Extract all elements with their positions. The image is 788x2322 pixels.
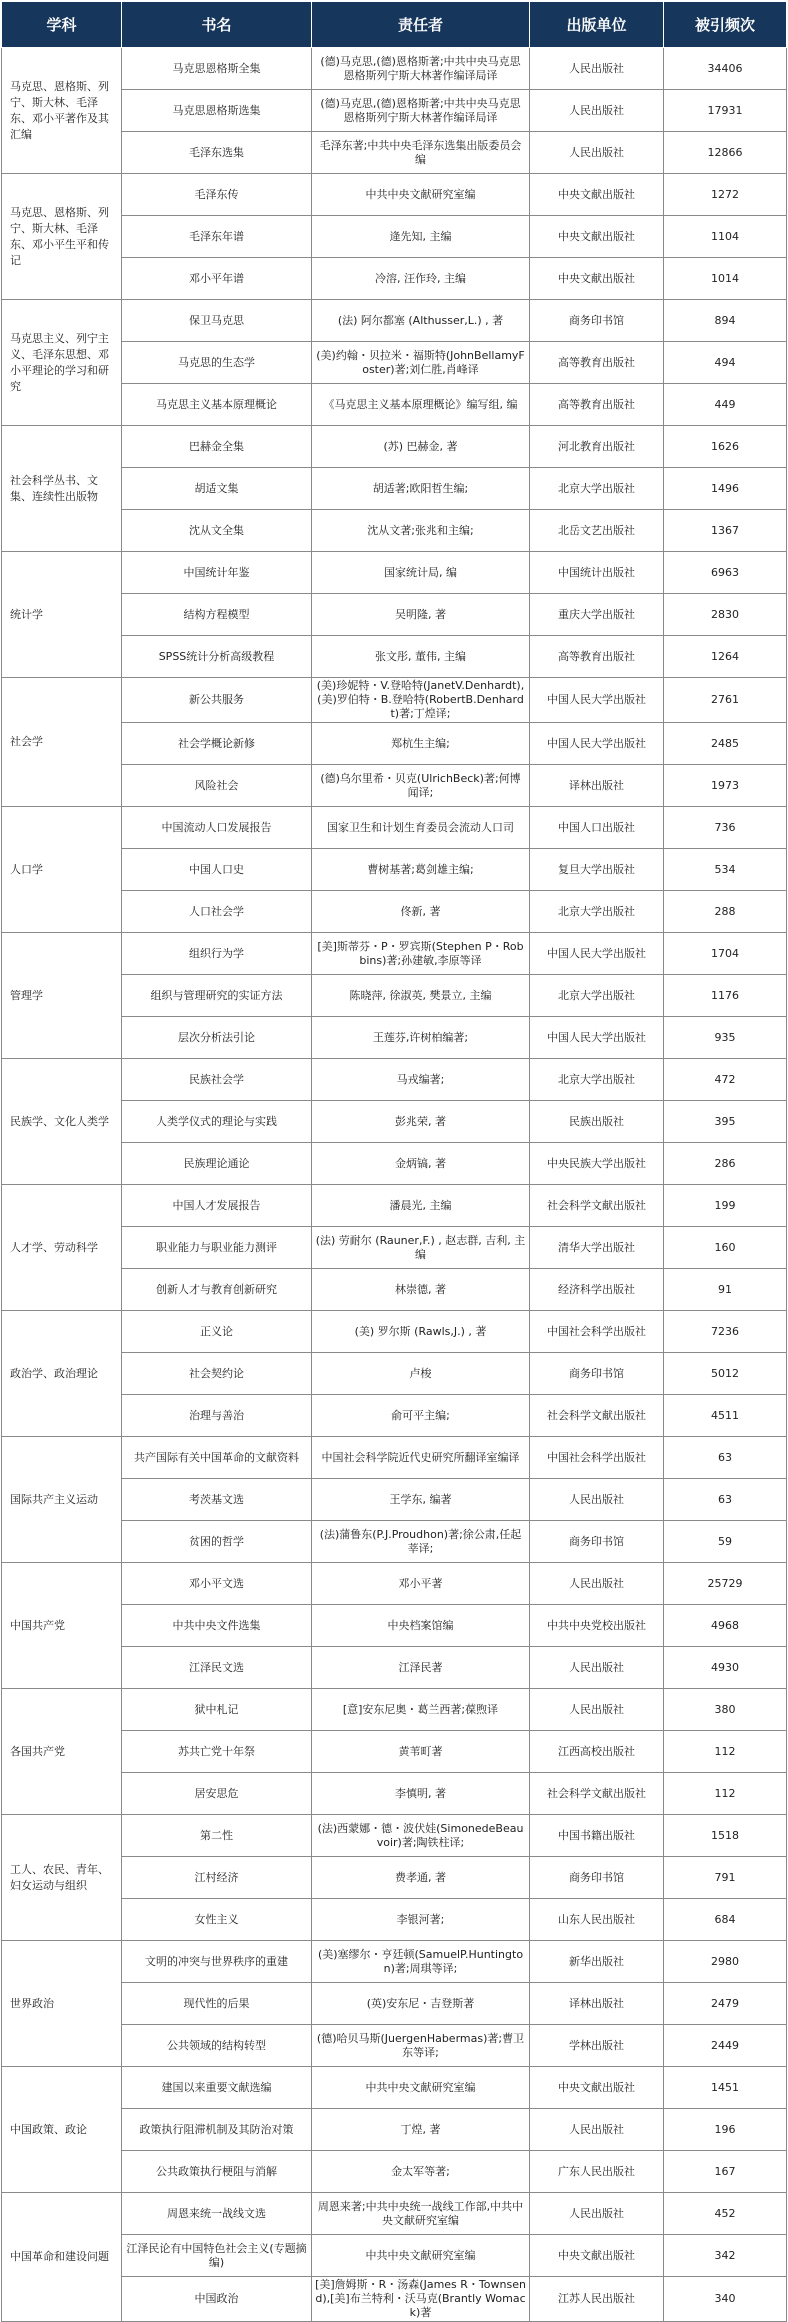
subject-cell: 统计学 <box>2 552 122 678</box>
publisher-cell: 人民出版社 <box>530 90 664 132</box>
title-cell: 社会契约论 <box>122 1353 312 1395</box>
title-cell: 中国流动人口发展报告 <box>122 807 312 849</box>
publisher-cell: 经济科学出版社 <box>530 1269 664 1311</box>
title-cell: 马克思恩格斯全集 <box>122 48 312 90</box>
table-row <box>2 1941 787 1983</box>
publisher-cell: 中国书籍出版社 <box>530 1815 664 1857</box>
publisher-cell: 中国人口出版社 <box>530 807 664 849</box>
author-cell: (法) 劳耐尔 (Rauner,F.) , 赵志群, 吉利, 主编 <box>312 1227 530 1269</box>
citation-count-cell: 684 <box>664 1899 787 1941</box>
title-cell: 周恩来统一战线文选 <box>122 2193 312 2235</box>
citation-count-cell: 2980 <box>664 1941 787 1983</box>
publisher-cell: 人民出版社 <box>530 1647 664 1689</box>
author-cell: 李慎明, 著 <box>312 1773 530 1815</box>
citation-count-cell: 2485 <box>664 723 787 765</box>
title-cell: 邓小平文选 <box>122 1563 312 1605</box>
citation-count-cell: 2479 <box>664 1983 787 2025</box>
title-cell: 狱中札记 <box>122 1689 312 1731</box>
title-cell: 巴赫金全集 <box>122 426 312 468</box>
publisher-cell: 人民出版社 <box>530 48 664 90</box>
citation-count-cell: 1496 <box>664 468 787 510</box>
title-cell: 中共中央文件选集 <box>122 1605 312 1647</box>
author-cell: (法) 阿尔都塞 (Althusser,L.) , 著 <box>312 300 530 342</box>
table-row <box>2 678 787 723</box>
table-row <box>2 1437 787 1479</box>
subject-cell: 中国政策、政论 <box>2 2067 122 2193</box>
publisher-cell: 社会科学文献出版社 <box>530 1773 664 1815</box>
table-row <box>2 2193 787 2235</box>
publisher-cell: 复旦大学出版社 <box>530 849 664 891</box>
table-body <box>2 48 787 2322</box>
publisher-cell: 人民出版社 <box>530 1479 664 1521</box>
title-cell: 结构方程模型 <box>122 594 312 636</box>
publisher-cell: 中央文献出版社 <box>530 2235 664 2277</box>
author-cell: 中央档案馆编 <box>312 1605 530 1647</box>
publisher-cell: 新华出版社 <box>530 1941 664 1983</box>
author-cell: 王学东, 编著 <box>312 1479 530 1521</box>
citation-count-cell: 4968 <box>664 1605 787 1647</box>
citation-count-cell: 5012 <box>664 1353 787 1395</box>
citation-count-cell: 380 <box>664 1689 787 1731</box>
header-publisher: 出版单位 <box>530 2 664 48</box>
subject-cell: 民族学、文化人类学 <box>2 1059 122 1185</box>
publisher-cell: 河北教育出版社 <box>530 426 664 468</box>
title-cell: 江村经济 <box>122 1857 312 1899</box>
publisher-cell: 民族出版社 <box>530 1101 664 1143</box>
subject-cell: 工人、农民、青年、妇女运动与组织 <box>2 1815 122 1941</box>
author-cell: 毛泽东著;中共中央毛泽东选集出版委员会编 <box>312 132 530 174</box>
publisher-cell: 中央文献出版社 <box>530 258 664 300</box>
table-row <box>2 1311 787 1353</box>
citation-count-cell: 288 <box>664 891 787 933</box>
publisher-cell: 广东人民出版社 <box>530 2151 664 2193</box>
table-row <box>2 2067 787 2109</box>
publisher-cell: 人民出版社 <box>530 1689 664 1731</box>
title-cell: 毛泽东传 <box>122 174 312 216</box>
publisher-cell: 江西高校出版社 <box>530 1731 664 1773</box>
publisher-cell: 商务印书馆 <box>530 1857 664 1899</box>
title-cell: 贫困的哲学 <box>122 1521 312 1563</box>
citation-count-cell: 2761 <box>664 678 787 723</box>
title-cell: 江泽民论有中国特色社会主义(专题摘编) <box>122 2235 312 2277</box>
author-cell: [美]詹姆斯・R・汤森(James R・Townsend),[美]布兰特利・沃马克(Brantly Womack)著 <box>312 2277 530 2322</box>
author-cell: 彭兆荣, 著 <box>312 1101 530 1143</box>
citation-count-cell: 2830 <box>664 594 787 636</box>
author-cell: 逄先知, 主编 <box>312 216 530 258</box>
citation-count-cell: 534 <box>664 849 787 891</box>
subject-cell: 马克思、恩格斯、列宁、斯大林、毛泽东、邓小平著作及其汇编 <box>2 48 122 174</box>
title-cell: 组织行为学 <box>122 933 312 975</box>
citation-count-cell: 1704 <box>664 933 787 975</box>
citation-count-cell: 63 <box>664 1437 787 1479</box>
author-cell: 张文彤, 董伟, 主编 <box>312 636 530 678</box>
subject-cell: 中国革命和建设问题 <box>2 2193 122 2322</box>
subject-cell: 政治学、政治理论 <box>2 1311 122 1437</box>
publisher-cell: 重庆大学出版社 <box>530 594 664 636</box>
citation-count-cell: 935 <box>664 1017 787 1059</box>
publisher-cell: 中央文献出版社 <box>530 174 664 216</box>
publisher-cell: 中国统计出版社 <box>530 552 664 594</box>
title-cell: 考茨基文选 <box>122 1479 312 1521</box>
citation-count-cell: 340 <box>664 2277 787 2322</box>
publisher-cell: 商务印书馆 <box>530 1353 664 1395</box>
title-cell: 中国人口史 <box>122 849 312 891</box>
title-cell: 人口社会学 <box>122 891 312 933</box>
title-cell: 公共政策执行梗阻与消解 <box>122 2151 312 2193</box>
author-cell: 丁煌, 著 <box>312 2109 530 2151</box>
author-cell: 沈从文著;张兆和主编; <box>312 510 530 552</box>
author-cell: 国家卫生和计划生育委员会流动人口司 <box>312 807 530 849</box>
title-cell: 沈从文全集 <box>122 510 312 552</box>
author-cell: 曹树基著;葛剑雄主编; <box>312 849 530 891</box>
publisher-cell: 人民出版社 <box>530 1563 664 1605</box>
table-row <box>2 300 787 342</box>
publisher-cell: 译林出版社 <box>530 1983 664 2025</box>
citation-count-cell: 395 <box>664 1101 787 1143</box>
author-cell: 江泽民著 <box>312 1647 530 1689</box>
title-cell: 层次分析法引论 <box>122 1017 312 1059</box>
subject-cell: 马克思主义、列宁主义、毛泽东思想、邓小平理论的学习和研究 <box>2 300 122 426</box>
title-cell: 风险社会 <box>122 765 312 807</box>
subject-cell: 马克思、恩格斯、列宁、斯大林、毛泽东、邓小平生平和传记 <box>2 174 122 300</box>
author-cell: 俞可平主编; <box>312 1395 530 1437</box>
title-cell: 居安思危 <box>122 1773 312 1815</box>
title-cell: 建国以来重要文献选编 <box>122 2067 312 2109</box>
title-cell: 正义论 <box>122 1311 312 1353</box>
table-row <box>2 1689 787 1731</box>
subject-cell: 人口学 <box>2 807 122 933</box>
header-subject: 学科 <box>2 2 122 48</box>
citation-count-cell: 17931 <box>664 90 787 132</box>
title-cell: 马克思主义基本原理概论 <box>122 384 312 426</box>
citation-count-cell: 167 <box>664 2151 787 2193</box>
author-cell: 马戎编著; <box>312 1059 530 1101</box>
title-cell: 创新人才与教育创新研究 <box>122 1269 312 1311</box>
author-cell: (英)安东尼・吉登斯著 <box>312 1983 530 2025</box>
citation-count-cell: 112 <box>664 1731 787 1773</box>
citation-count-cell: 34406 <box>664 48 787 90</box>
title-cell: 保卫马克思 <box>122 300 312 342</box>
title-cell: 邓小平年谱 <box>122 258 312 300</box>
author-cell: 胡适著;欧阳哲生编; <box>312 468 530 510</box>
title-cell: 毛泽东选集 <box>122 132 312 174</box>
title-cell: 人类学仪式的理论与实践 <box>122 1101 312 1143</box>
author-cell: 邓小平著 <box>312 1563 530 1605</box>
citation-count-cell: 1176 <box>664 975 787 1017</box>
citation-count-cell: 25729 <box>664 1563 787 1605</box>
citation-count-cell: 286 <box>664 1143 787 1185</box>
title-cell: 现代性的后果 <box>122 1983 312 2025</box>
citation-count-cell: 1272 <box>664 174 787 216</box>
title-cell: 第二性 <box>122 1815 312 1857</box>
title-cell: 治理与善治 <box>122 1395 312 1437</box>
citation-count-cell: 63 <box>664 1479 787 1521</box>
citation-count-cell: 1451 <box>664 2067 787 2109</box>
publisher-cell: 高等教育出版社 <box>530 636 664 678</box>
author-cell: [意]安东尼奥・葛兰西著;葆煦译 <box>312 1689 530 1731</box>
header-title: 书名 <box>122 2 312 48</box>
author-cell: 卢梭 <box>312 1353 530 1395</box>
author-cell: (美)塞缪尔・亨廷顿(SamuelP.Huntington)著;周琪等译; <box>312 1941 530 1983</box>
author-cell: 中国社会科学院近代史研究所翻译室编译 <box>312 1437 530 1479</box>
citation-count-cell: 1014 <box>664 258 787 300</box>
table-row <box>2 1185 787 1227</box>
citation-count-cell: 494 <box>664 342 787 384</box>
citation-count-cell: 6963 <box>664 552 787 594</box>
table-row <box>2 174 787 216</box>
citation-count-cell: 1367 <box>664 510 787 552</box>
citation-count-cell: 7236 <box>664 1311 787 1353</box>
subject-cell: 中国共产党 <box>2 1563 122 1689</box>
author-cell: 金炳镐, 著 <box>312 1143 530 1185</box>
author-cell: 中共中央文献研究室编 <box>312 174 530 216</box>
title-cell: 共产国际有关中国革命的文献资料 <box>122 1437 312 1479</box>
author-cell: 陈晓萍, 徐淑英, 樊景立, 主编 <box>312 975 530 1017</box>
table-row <box>2 933 787 975</box>
subject-cell: 各国共产党 <box>2 1689 122 1815</box>
table-row <box>2 1059 787 1101</box>
citation-count-cell: 342 <box>664 2235 787 2277</box>
author-cell: 费孝通, 著 <box>312 1857 530 1899</box>
author-cell: (德)马克思,(德)恩格斯著;中共中央马克思恩格斯列宁斯大林著作编译局译 <box>312 48 530 90</box>
publisher-cell: 北岳文艺出版社 <box>530 510 664 552</box>
publisher-cell: 高等教育出版社 <box>530 342 664 384</box>
publisher-cell: 人民出版社 <box>530 2193 664 2235</box>
author-cell: 林崇德, 著 <box>312 1269 530 1311</box>
title-cell: 职业能力与职业能力测评 <box>122 1227 312 1269</box>
publisher-cell: 译林出版社 <box>530 765 664 807</box>
citation-count-cell: 449 <box>664 384 787 426</box>
subject-cell: 人才学、劳动科学 <box>2 1185 122 1311</box>
citation-count-cell: 199 <box>664 1185 787 1227</box>
publisher-cell: 北京大学出版社 <box>530 1059 664 1101</box>
citation-count-cell: 1264 <box>664 636 787 678</box>
citation-count-cell: 12866 <box>664 132 787 174</box>
title-cell: 毛泽东年谱 <box>122 216 312 258</box>
citation-count-cell: 196 <box>664 2109 787 2151</box>
citation-count-cell: 91 <box>664 1269 787 1311</box>
table-row <box>2 552 787 594</box>
citation-count-cell: 2449 <box>664 2025 787 2067</box>
citation-count-cell: 4930 <box>664 1647 787 1689</box>
subject-cell: 社会科学丛书、文集、连续性出版物 <box>2 426 122 552</box>
table-row <box>2 1563 787 1605</box>
author-cell: 金太军等著; <box>312 2151 530 2193</box>
citation-count-cell: 791 <box>664 1857 787 1899</box>
title-cell: 组织与管理研究的实证方法 <box>122 975 312 1017</box>
publisher-cell: 人民出版社 <box>530 132 664 174</box>
author-cell: (德)乌尔里希・贝克(UlrichBeck)著;何博闻译; <box>312 765 530 807</box>
publisher-cell: 中国社会科学出版社 <box>530 1437 664 1479</box>
publisher-cell: 中央民族大学出版社 <box>530 1143 664 1185</box>
publisher-cell: 清华大学出版社 <box>530 1227 664 1269</box>
publisher-cell: 江苏人民出版社 <box>530 2277 664 2322</box>
subject-cell: 世界政治 <box>2 1941 122 2067</box>
title-cell: 民族社会学 <box>122 1059 312 1101</box>
author-cell: (美)珍妮特・V.登哈特(JanetV.Denhardt),(美)罗伯特・B.登哈特(RobertB.Denhardt)著;丁煌译; <box>312 678 530 723</box>
title-cell: SPSS统计分析高级教程 <box>122 636 312 678</box>
author-cell: (苏) 巴赫金, 著 <box>312 426 530 468</box>
publisher-cell: 中共中央党校出版社 <box>530 1605 664 1647</box>
citation-count-cell: 112 <box>664 1773 787 1815</box>
publisher-cell: 北京大学出版社 <box>530 975 664 1017</box>
publisher-cell: 北京大学出版社 <box>530 891 664 933</box>
header-citations: 被引频次 <box>664 2 787 48</box>
publisher-cell: 社会科学文献出版社 <box>530 1395 664 1437</box>
title-cell: 胡适文集 <box>122 468 312 510</box>
author-cell: 吴明隆, 著 <box>312 594 530 636</box>
table-row <box>2 807 787 849</box>
title-cell: 公共领域的结构转型 <box>122 2025 312 2067</box>
author-cell: 周恩来著;中共中央统一战线工作部,中共中央文献研究室编 <box>312 2193 530 2235</box>
author-cell: 中共中央文献研究室编 <box>312 2235 530 2277</box>
publisher-cell: 中央文献出版社 <box>530 216 664 258</box>
title-cell: 中国政治 <box>122 2277 312 2322</box>
publisher-cell: 中国人民大学出版社 <box>530 933 664 975</box>
subject-cell: 管理学 <box>2 933 122 1059</box>
citation-count-cell: 160 <box>664 1227 787 1269</box>
publisher-cell: 中国人民大学出版社 <box>530 723 664 765</box>
title-cell: 马克思恩格斯选集 <box>122 90 312 132</box>
author-cell: 佟新, 著 <box>312 891 530 933</box>
citation-count-cell: 1973 <box>664 765 787 807</box>
publisher-cell: 中国人民大学出版社 <box>530 678 664 723</box>
title-cell: 社会学概论新修 <box>122 723 312 765</box>
author-cell: 国家统计局, 编 <box>312 552 530 594</box>
publisher-cell: 学林出版社 <box>530 2025 664 2067</box>
table-row <box>2 48 787 90</box>
table-row <box>2 1815 787 1857</box>
header-row <box>2 2 787 48</box>
citation-count-cell: 452 <box>664 2193 787 2235</box>
citation-count-cell: 736 <box>664 807 787 849</box>
author-cell: (美) 罗尔斯 (Rawls,J.) , 著 <box>312 1311 530 1353</box>
author-cell: (法)蒲鲁东(P.J.Proudhon)著;徐公肃,任起莘译; <box>312 1521 530 1563</box>
title-cell: 民族理论通论 <box>122 1143 312 1185</box>
citation-count-cell: 1104 <box>664 216 787 258</box>
author-cell: [美]斯蒂芬・P・罗宾斯(Stephen P・Robbins)著;孙建敏,李原等译 <box>312 933 530 975</box>
publisher-cell: 中国社会科学出版社 <box>530 1311 664 1353</box>
citation-count-cell: 4511 <box>664 1395 787 1437</box>
title-cell: 新公共服务 <box>122 678 312 723</box>
header-author: 责任者 <box>312 2 530 48</box>
title-cell: 中国人才发展报告 <box>122 1185 312 1227</box>
author-cell: (法)西蒙娜・德・波伏娃(SimonedeBeauvoir)著;陶铁柱译; <box>312 1815 530 1857</box>
title-cell: 文明的冲突与世界秩序的重建 <box>122 1941 312 1983</box>
publisher-cell: 中央文献出版社 <box>530 2067 664 2109</box>
author-cell: 《马克思主义基本原理概论》编写组, 编 <box>312 384 530 426</box>
publisher-cell: 社会科学文献出版社 <box>530 1185 664 1227</box>
author-cell: 潘晨光, 主编 <box>312 1185 530 1227</box>
title-cell: 中国统计年鉴 <box>122 552 312 594</box>
publisher-cell: 中国人民大学出版社 <box>530 1017 664 1059</box>
publisher-cell: 商务印书馆 <box>530 1521 664 1563</box>
citation-count-cell: 1518 <box>664 1815 787 1857</box>
author-cell: (德)马克思,(德)恩格斯著;中共中央马克思恩格斯列宁斯大林著作编译局译 <box>312 90 530 132</box>
author-cell: 郑杭生主编; <box>312 723 530 765</box>
table-row <box>2 426 787 468</box>
author-cell: 王莲芬,许树柏编著; <box>312 1017 530 1059</box>
title-cell: 女性主义 <box>122 1899 312 1941</box>
title-cell: 苏共亡党十年祭 <box>122 1731 312 1773</box>
citation-count-cell: 59 <box>664 1521 787 1563</box>
subject-cell: 国际共产主义运动 <box>2 1437 122 1563</box>
author-cell: 黄苇町著 <box>312 1731 530 1773</box>
publisher-cell: 商务印书馆 <box>530 300 664 342</box>
publisher-cell: 山东人民出版社 <box>530 1899 664 1941</box>
citation-table <box>1 1 787 2322</box>
author-cell: 李银河著; <box>312 1899 530 1941</box>
author-cell: 冷溶, 汪作玲, 主编 <box>312 258 530 300</box>
citation-count-cell: 472 <box>664 1059 787 1101</box>
publisher-cell: 人民出版社 <box>530 2109 664 2151</box>
author-cell: 中共中央文献研究室编 <box>312 2067 530 2109</box>
subject-cell: 社会学 <box>2 678 122 807</box>
title-cell: 江泽民文选 <box>122 1647 312 1689</box>
publisher-cell: 北京大学出版社 <box>530 468 664 510</box>
author-cell: (德)哈贝马斯(JuergenHabermas)著;曹卫东等译; <box>312 2025 530 2067</box>
citation-count-cell: 1626 <box>664 426 787 468</box>
publisher-cell: 高等教育出版社 <box>530 384 664 426</box>
author-cell: (美)约翰・贝拉米・福斯特(JohnBellamyFoster)著;刘仁胜,肖峰译 <box>312 342 530 384</box>
citation-count-cell: 894 <box>664 300 787 342</box>
title-cell: 政策执行阻滞机制及其防治对策 <box>122 2109 312 2151</box>
title-cell: 马克思的生态学 <box>122 342 312 384</box>
